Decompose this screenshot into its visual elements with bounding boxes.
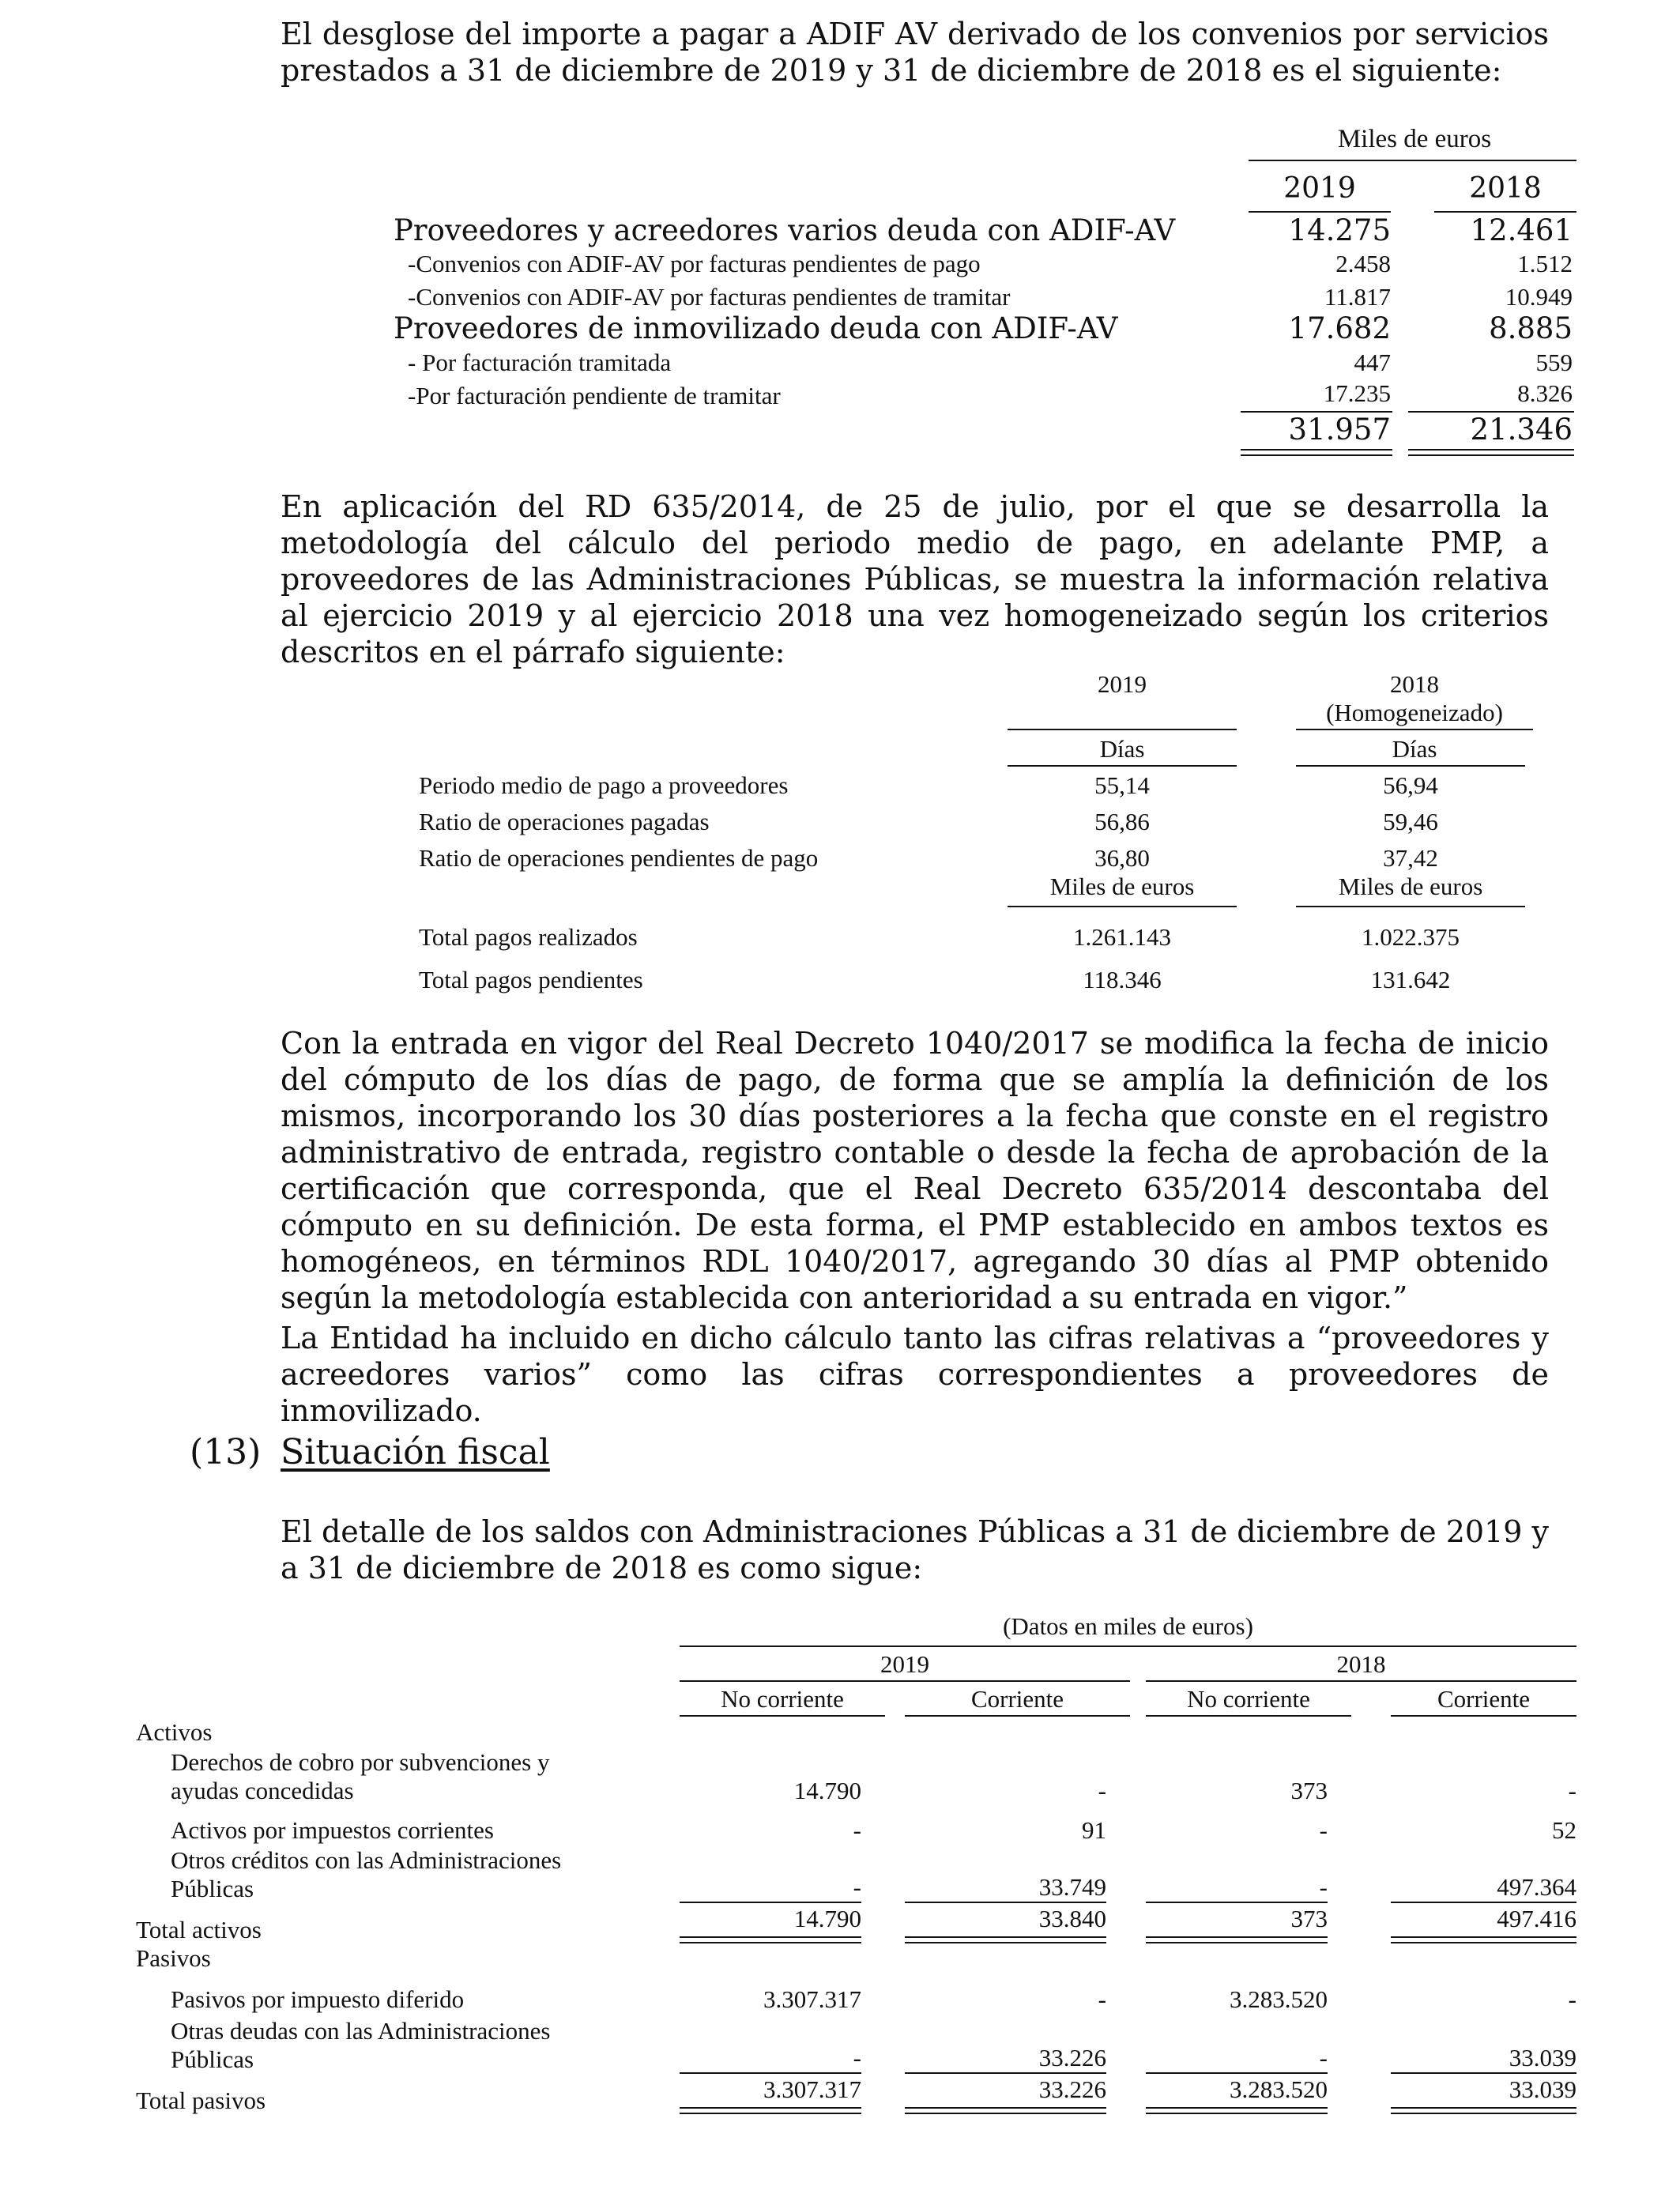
table3-row-label: Activos por impuestos corrientes: [171, 1816, 494, 1844]
table1-row-value-2019: 2.458: [1335, 250, 1391, 277]
table2-total-2018: 131.642: [1370, 966, 1451, 993]
table3-col-nc-2018: No corriente: [1187, 1685, 1310, 1713]
table3-cell: -: [1098, 1777, 1106, 1804]
table2-col-2018: 2018: [1390, 670, 1439, 698]
table3-cell: 33.039: [1509, 2044, 1576, 2071]
table2-unit-2018: Miles de euros: [1338, 873, 1483, 900]
table1-total-2018: 21.346: [1470, 413, 1573, 447]
table2-total-2018: 1.022.375: [1362, 923, 1460, 951]
table3-cell: -: [853, 1873, 861, 1901]
table3-unit: (Datos en miles de euros): [1003, 1612, 1253, 1640]
table1-row-value-2018: 559: [1535, 349, 1573, 376]
table2-row-value-2018: 37,42: [1383, 844, 1438, 872]
paragraph-entidad: La Entidad ha incluido en dicho cálculo tanto las cifras relativas a “proveedores y acreedores varios” como las cifras correspondientes a proveedores de inmovilizado.: [281, 1321, 1549, 1428]
table3-cell: -: [853, 2044, 861, 2071]
table2-row-value-2018: 56,94: [1383, 771, 1438, 799]
table3-row-label: Públicas: [171, 1875, 254, 1902]
table3-cell: -: [1568, 1985, 1576, 2013]
table3-activos-heading: Activos: [136, 1718, 213, 1746]
table3-col-nc-2019: No corriente: [721, 1685, 844, 1713]
table1-row-value-2019: 14.275: [1288, 213, 1391, 247]
table1-row-value-2018: 10.949: [1505, 283, 1573, 311]
table3-total-activos-label: Total activos: [136, 1916, 262, 1943]
table3-cell: 373: [1290, 1777, 1328, 1804]
table3-row-label: Pasivos por impuesto diferido: [171, 1985, 465, 2013]
table2-total-label: Total pagos pendientes: [419, 966, 643, 993]
table1-row-value-2019: 447: [1354, 349, 1391, 376]
table1-row-value-2019: 17.235: [1323, 379, 1391, 407]
table3-total-cell: 373: [1290, 1905, 1328, 1932]
table1-row-value-2019: 17.682: [1288, 311, 1391, 345]
table3-total-cell: 33.226: [1038, 2075, 1106, 2103]
table2-row-value-2019: 55,14: [1094, 771, 1150, 799]
table3-col-c-2018: Corriente: [1437, 1685, 1531, 1713]
section-number: (13): [190, 1432, 262, 1472]
table3-total-cell: 33.039: [1509, 2075, 1576, 2103]
table2-total-2019: 1.261.143: [1073, 923, 1171, 951]
table3-row-label: ayudas concedidas: [171, 1777, 354, 1804]
table3-row-label: Otros créditos con las Administraciones: [171, 1846, 562, 1874]
intro-paragraph-5: El detalle de los saldos con Administraciones Públicas a 31 de diciembre de 2019 y a 31 de diciembre de 2018 es como sigue:: [281, 1514, 1549, 1585]
table3-cell: 91: [1082, 1816, 1106, 1844]
table3-row-label: Derechos de cobro por subvenciones y: [171, 1748, 550, 1776]
table3-cell: 3.307.317: [763, 1985, 861, 2013]
table1-row-value-2019: 11.817: [1324, 283, 1391, 311]
table3-col-c-2019: Corriente: [970, 1685, 1064, 1713]
table2-row-value-2019: 36,80: [1094, 844, 1150, 872]
table1-row-label: Proveedores y acreedores varios deuda con ADIF-AV: [394, 213, 1176, 247]
table3-cell: -: [1568, 1777, 1576, 1804]
table1-row-label: -Convenios con ADIF-AV por facturas pendientes de tramitar: [408, 283, 1011, 311]
table2-col-2019: 2019: [1098, 670, 1147, 698]
table2-unit-2019: Miles de euros: [1049, 873, 1195, 900]
table1-row-label: -Por facturación pendiente de tramitar: [408, 382, 781, 409]
table1-year-2018: 2018: [1469, 172, 1542, 205]
table1-row-value-2018: 12.461: [1470, 213, 1573, 247]
table3-total-pasivos-label: Total pasivos: [136, 2087, 266, 2114]
intro-paragraph-2: En aplicación del RD 635/2014, de 25 de julio, por el que se desarrolla la metodología del cálculo del periodo medio de pago, en adelante PMP, a proveedores de las Administraciones Públicas, se muestra la información relativa al ejercicio 2019 y al ejercicio 2018 una vez homogeneizado según los criterios descritos en el párrafo siguiente:: [281, 489, 1549, 669]
table3-cell: 33.226: [1038, 2044, 1106, 2071]
table2-row-label: Periodo medio de pago a proveedores: [419, 771, 789, 799]
table1-row-value-2018: 1.512: [1517, 250, 1573, 277]
table1-row-value-2018: 8.326: [1517, 379, 1573, 407]
table3-total-cell: 14.790: [793, 1905, 861, 1932]
table3-year-2018: 2018: [1336, 1650, 1386, 1678]
table2-row-value-2019: 56,86: [1094, 808, 1150, 835]
table2-total-label: Total pagos realizados: [419, 923, 638, 951]
table3-cell: -: [1098, 1985, 1106, 2013]
table2-row-value-2018: 59,46: [1383, 808, 1438, 835]
table3-total-cell: 497.416: [1497, 1905, 1576, 1932]
paragraph-real-decreto: Con la entrada en vigor del Real Decreto 1040/2017 se modifica la fecha de inicio del cómputo de los días de pago, de forma que se amplía la definición de los mismos, incorporando los 30 días posteriores a la fecha que conste en el registro administrativo de entrada, registro contable o desde la fecha de aprobación de la certificación que corresponda, que el Real Decreto 635/2014 descontaba del cómputo en su definición. De esta forma, el PMP establecido en ambos textos es homogéneos, en términos RDL 1040/2017, agregando 30 días al PMP obtenido según la metodología establecida con anterioridad a su entrada en vigor.”: [281, 1026, 1549, 1315]
table2-days-2019: Días: [1099, 735, 1145, 763]
table1-row-value-2018: 8.885: [1489, 311, 1573, 345]
table1-unit: Miles de euros: [1337, 125, 1492, 153]
intro-paragraph-1: El desglose del importe a pagar a ADIF AV derivado de los convenios por servicios prestados a 31 de diciembre de 2019 y 31 de diciembre de 2018 es el siguiente:: [281, 17, 1549, 88]
table3-cell: -: [853, 1816, 861, 1844]
table1-row-label: Proveedores de inmovilizado deuda con ADIF-AV: [394, 311, 1118, 345]
table3-cell: 3.283.520: [1230, 1985, 1328, 2013]
table3-cell: -: [1319, 1873, 1328, 1901]
table3-cell: -: [1319, 2044, 1328, 2071]
table3-cell: 497.364: [1497, 1873, 1576, 1901]
table1-year-2019: 2019: [1283, 172, 1356, 205]
table2-days-2018: Días: [1392, 735, 1437, 763]
table3-row-label: Otras deudas con las Administraciones: [171, 2017, 551, 2045]
table2-total-2019: 118.346: [1083, 966, 1162, 993]
table3-total-cell: 33.840: [1038, 1905, 1106, 1932]
table3-cell: 33.749: [1038, 1873, 1106, 1901]
table3-total-cell: 3.283.520: [1230, 2075, 1328, 2103]
section-title: Situación fiscal: [281, 1432, 550, 1472]
table3-pasivos-heading: Pasivos: [136, 1944, 211, 1972]
table3-cell: -: [1319, 1816, 1328, 1844]
table1-row-label: -Convenios con ADIF-AV por facturas pendientes de pago: [408, 250, 981, 277]
table2-row-label: Ratio de operaciones pagadas: [419, 808, 710, 835]
table3-cell: 52: [1552, 1816, 1576, 1844]
table3-cell: 14.790: [793, 1777, 861, 1804]
table1-total-2019: 31.957: [1288, 413, 1391, 447]
table3-row-label: Públicas: [171, 2045, 254, 2073]
table1-row-label: - Por facturación tramitada: [408, 349, 672, 376]
table3-total-cell: 3.307.317: [763, 2075, 861, 2103]
table2-col-2018-note: (Homogeneizado): [1326, 699, 1503, 726]
table3-year-2019: 2019: [880, 1650, 929, 1678]
table2-row-label: Ratio de operaciones pendientes de pago: [419, 844, 819, 872]
